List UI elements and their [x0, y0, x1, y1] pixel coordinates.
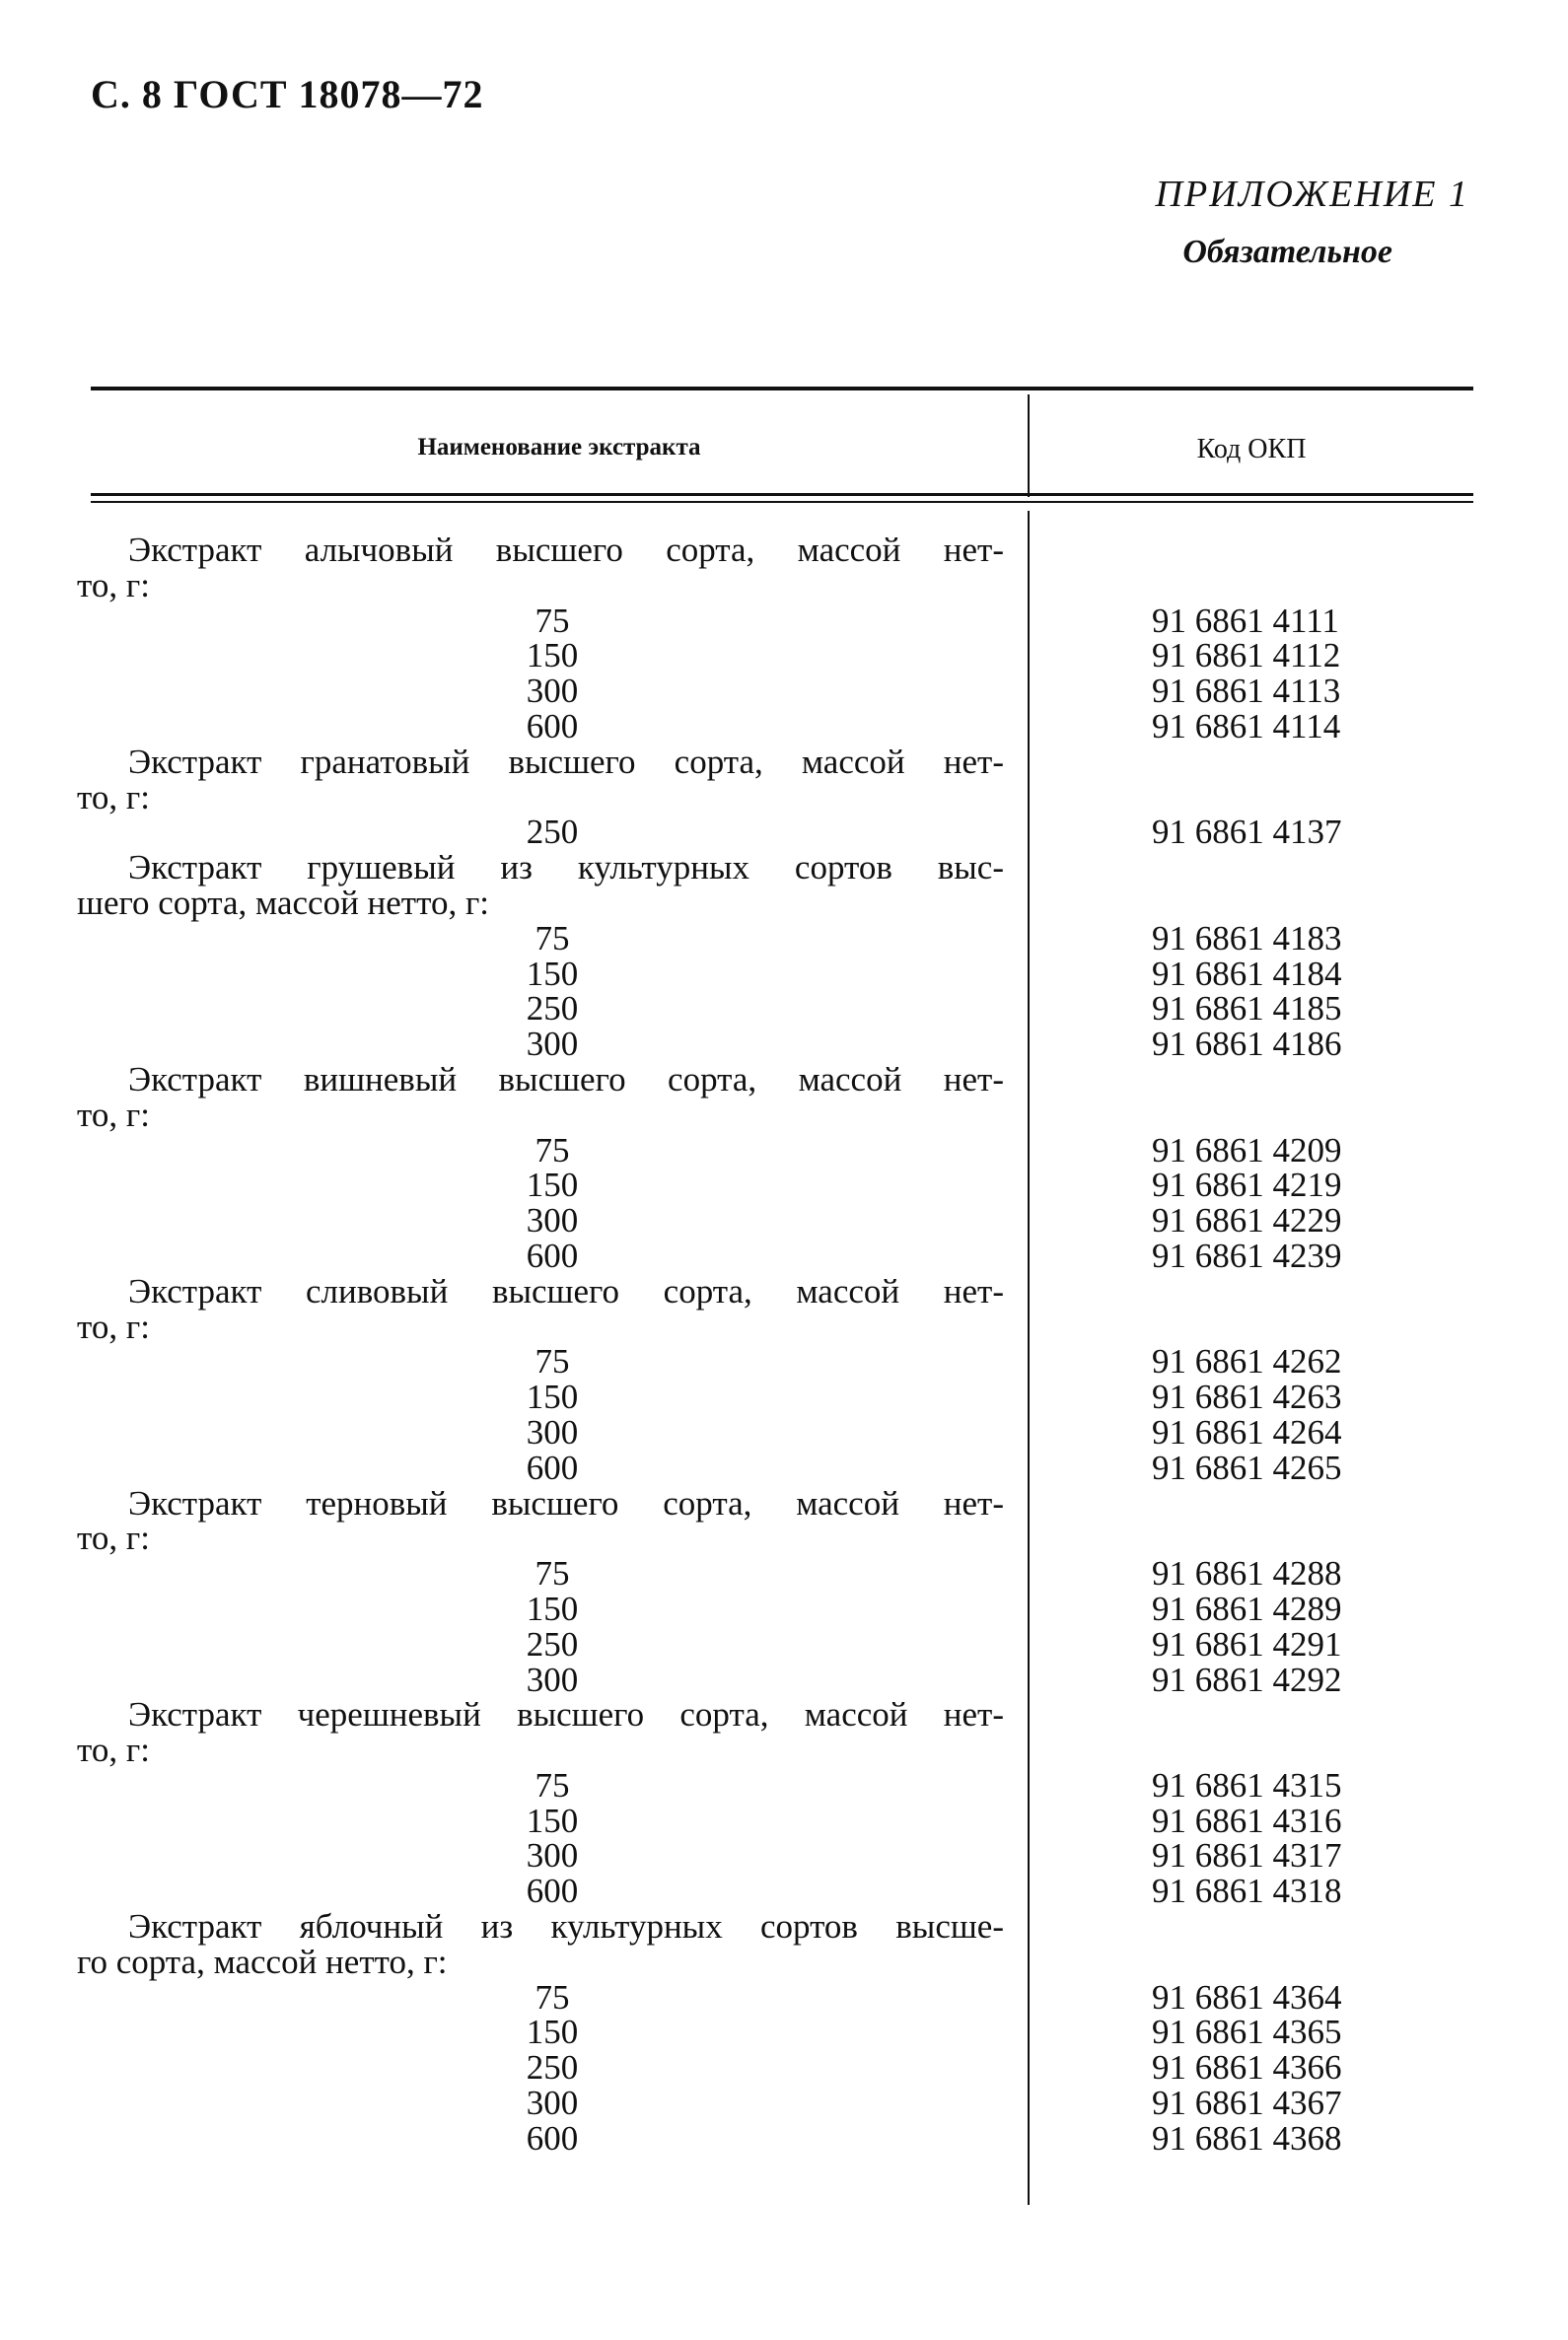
mass-value: 300 — [526, 1660, 579, 1699]
table-row — [0, 603, 1568, 639]
group-title-line: то, г: — [77, 1731, 150, 1770]
appendix-block — [1156, 173, 1469, 271]
table-row — [0, 1556, 1568, 1592]
appendix-status: Обязательное — [1182, 234, 1392, 270]
table-row — [0, 1660, 1568, 1699]
mass-value: 150 — [526, 2013, 579, 2052]
table-body — [0, 532, 1568, 2157]
mass-value: 75 — [535, 1130, 570, 1170]
group-title-row — [0, 777, 1568, 816]
okp-code: 91 6861 4183 — [1152, 918, 1342, 957]
mass-value: 600 — [526, 1872, 579, 1911]
okp-code: 91 6861 4137 — [1152, 813, 1342, 852]
column-header-code: Код ОКП — [1196, 434, 1307, 464]
group-title-row — [0, 1483, 1568, 1523]
table-row — [0, 1168, 1568, 1203]
okp-code: 91 6861 4317 — [1152, 1836, 1342, 1876]
mass-value: 150 — [526, 1589, 579, 1628]
okp-code: 91 6861 4366 — [1152, 2048, 1342, 2088]
okp-code: 91 6861 4186 — [1152, 1025, 1342, 1064]
table-row — [0, 2086, 1568, 2121]
mass-value: 75 — [535, 601, 570, 640]
table-row — [0, 1344, 1568, 1380]
table-row — [0, 2015, 1568, 2050]
group-title-row — [0, 1059, 1568, 1099]
table-row — [0, 674, 1568, 709]
group-title-row — [0, 883, 1568, 922]
okp-code: 91 6861 4114 — [1152, 706, 1341, 745]
okp-code: 91 6861 4113 — [1152, 672, 1341, 711]
group-title-line: Экстракт терновый высшего сорта, массой нет- — [128, 1483, 1004, 1523]
okp-code: 91 6861 4291 — [1152, 1624, 1342, 1664]
mass-value: 600 — [526, 1448, 579, 1487]
appendix-title: ПРИЛОЖЕНИЕ 1 — [1155, 174, 1469, 215]
mass-value: 250 — [526, 2048, 579, 2088]
group-title-line: Экстракт гранатовый высшего сорта, массой нет- — [128, 742, 1004, 781]
table-row — [0, 991, 1568, 1027]
table-row — [0, 954, 1568, 993]
table-row — [0, 638, 1568, 674]
okp-code: 91 6861 4263 — [1152, 1378, 1342, 1417]
okp-code: 91 6861 4239 — [1152, 1236, 1342, 1275]
table-row — [0, 1765, 1568, 1805]
okp-code: 91 6861 4316 — [1152, 1801, 1342, 1840]
mass-value: 250 — [526, 1624, 579, 1664]
table-row — [0, 1380, 1568, 1415]
mass-value: 150 — [526, 1801, 579, 1840]
table-row — [0, 1448, 1568, 1487]
group-title-line: Экстракт алычовый высшего сорта, массой нет- — [128, 531, 1004, 569]
okp-code: 91 6861 4209 — [1152, 1130, 1342, 1170]
group-title-line: Экстракт сливовый высшего сорта, массой нет- — [128, 1271, 1004, 1311]
group-title-line: то, г: — [77, 1095, 150, 1134]
mass-value: 75 — [535, 1342, 570, 1382]
okp-code: 91 6861 4368 — [1152, 2118, 1342, 2158]
okp-code: 91 6861 4219 — [1152, 1166, 1342, 1205]
header-bottom-rule-second — [91, 501, 1473, 503]
okp-code: 91 6861 4264 — [1152, 1412, 1342, 1452]
group-title-line: шего сорта, массой нетто, г: — [77, 883, 490, 922]
group-title-line: Экстракт черешневый высшего сорта, массой нет- — [128, 1695, 1004, 1735]
mass-value: 75 — [535, 1554, 570, 1594]
mass-value: 150 — [526, 1166, 579, 1205]
table-row — [0, 1801, 1568, 1840]
okp-code: 91 6861 4184 — [1152, 954, 1342, 993]
okp-code: 91 6861 4288 — [1152, 1554, 1342, 1594]
mass-value: 75 — [535, 1765, 570, 1805]
group-title-line: то, г: — [77, 565, 150, 604]
group-title-line: Экстракт грушевый из культурных сортов выс- — [128, 848, 1004, 887]
okp-code: 91 6861 4364 — [1152, 1977, 1342, 2017]
mass-value: 300 — [526, 2084, 579, 2123]
table-row — [0, 815, 1568, 850]
group-title-row — [0, 1697, 1568, 1733]
mass-value: 300 — [526, 1412, 579, 1452]
table-row — [0, 1412, 1568, 1452]
group-title-row — [0, 850, 1568, 886]
mass-value: 600 — [526, 706, 579, 745]
okp-code: 91 6861 4292 — [1152, 1660, 1342, 1699]
group-title-row — [0, 565, 1568, 604]
mass-value: 300 — [526, 672, 579, 711]
okp-code: 91 6861 4289 — [1152, 1589, 1342, 1628]
mass-value: 300 — [526, 1836, 579, 1876]
okp-code: 91 6861 4367 — [1152, 2084, 1342, 2123]
okp-code: 91 6861 4111 — [1152, 601, 1339, 640]
group-title-line: то, г: — [77, 777, 150, 816]
mass-value: 300 — [526, 1201, 579, 1241]
okp-code: 91 6861 4315 — [1152, 1765, 1342, 1805]
group-title-line: го сорта, массой нетто, г: — [77, 1942, 448, 1981]
okp-code: 91 6861 4365 — [1152, 2013, 1342, 2052]
group-title-row — [0, 1909, 1568, 1945]
group-title-row — [0, 742, 1568, 781]
table-row — [0, 1589, 1568, 1628]
table-row — [0, 918, 1568, 957]
header-bottom-rule — [91, 493, 1473, 496]
group-title-row — [0, 1271, 1568, 1311]
group-title-row — [0, 1521, 1568, 1556]
table-row — [0, 1027, 1568, 1062]
running-head: С. 8 ГОСТ 18078—72 — [91, 72, 484, 116]
mass-value: 250 — [526, 989, 579, 1028]
group-title-row — [0, 532, 1568, 568]
table-row — [0, 1977, 1568, 2017]
table-row — [0, 1838, 1568, 1874]
column-header-name: Наименование экстракта — [417, 434, 701, 461]
okp-code: 91 6861 4229 — [1152, 1201, 1342, 1241]
group-title-line: Экстракт яблочный из культурных сортов высше- — [128, 1907, 1004, 1947]
group-title-line: то, г: — [77, 1307, 150, 1346]
table-row — [0, 706, 1568, 745]
table-row — [0, 1236, 1568, 1275]
table-row — [0, 1203, 1568, 1239]
mass-value: 600 — [526, 1236, 579, 1275]
table-row — [0, 2050, 1568, 2086]
okp-code: 91 6861 4318 — [1152, 1872, 1342, 1911]
group-title-row — [0, 1095, 1568, 1134]
mass-value: 150 — [526, 954, 579, 993]
table-top-rule — [91, 387, 1473, 390]
mass-value: 75 — [535, 918, 570, 957]
okp-code: 91 6861 4265 — [1152, 1448, 1342, 1487]
group-title-row — [0, 1942, 1568, 1981]
group-title-row — [0, 1733, 1568, 1768]
group-title-line: Экстракт вишневый высшего сорта, массой нет- — [128, 1059, 1004, 1099]
mass-value: 150 — [526, 636, 579, 675]
table-row — [0, 1874, 1568, 1909]
mass-value: 250 — [526, 813, 579, 852]
group-title-line: то, г: — [77, 1519, 150, 1558]
mass-value: 75 — [535, 1977, 570, 2017]
okp-code: 91 6861 4185 — [1152, 989, 1342, 1028]
okp-code: 91 6861 4112 — [1152, 636, 1341, 675]
table-row — [0, 1130, 1568, 1170]
mass-value: 300 — [526, 1025, 579, 1064]
table-row — [0, 1624, 1568, 1664]
table-row — [0, 2118, 1568, 2158]
mass-value: 150 — [526, 1378, 579, 1417]
group-title-row — [0, 1307, 1568, 1346]
okp-code: 91 6861 4262 — [1152, 1342, 1342, 1382]
mass-value: 600 — [526, 2118, 579, 2158]
